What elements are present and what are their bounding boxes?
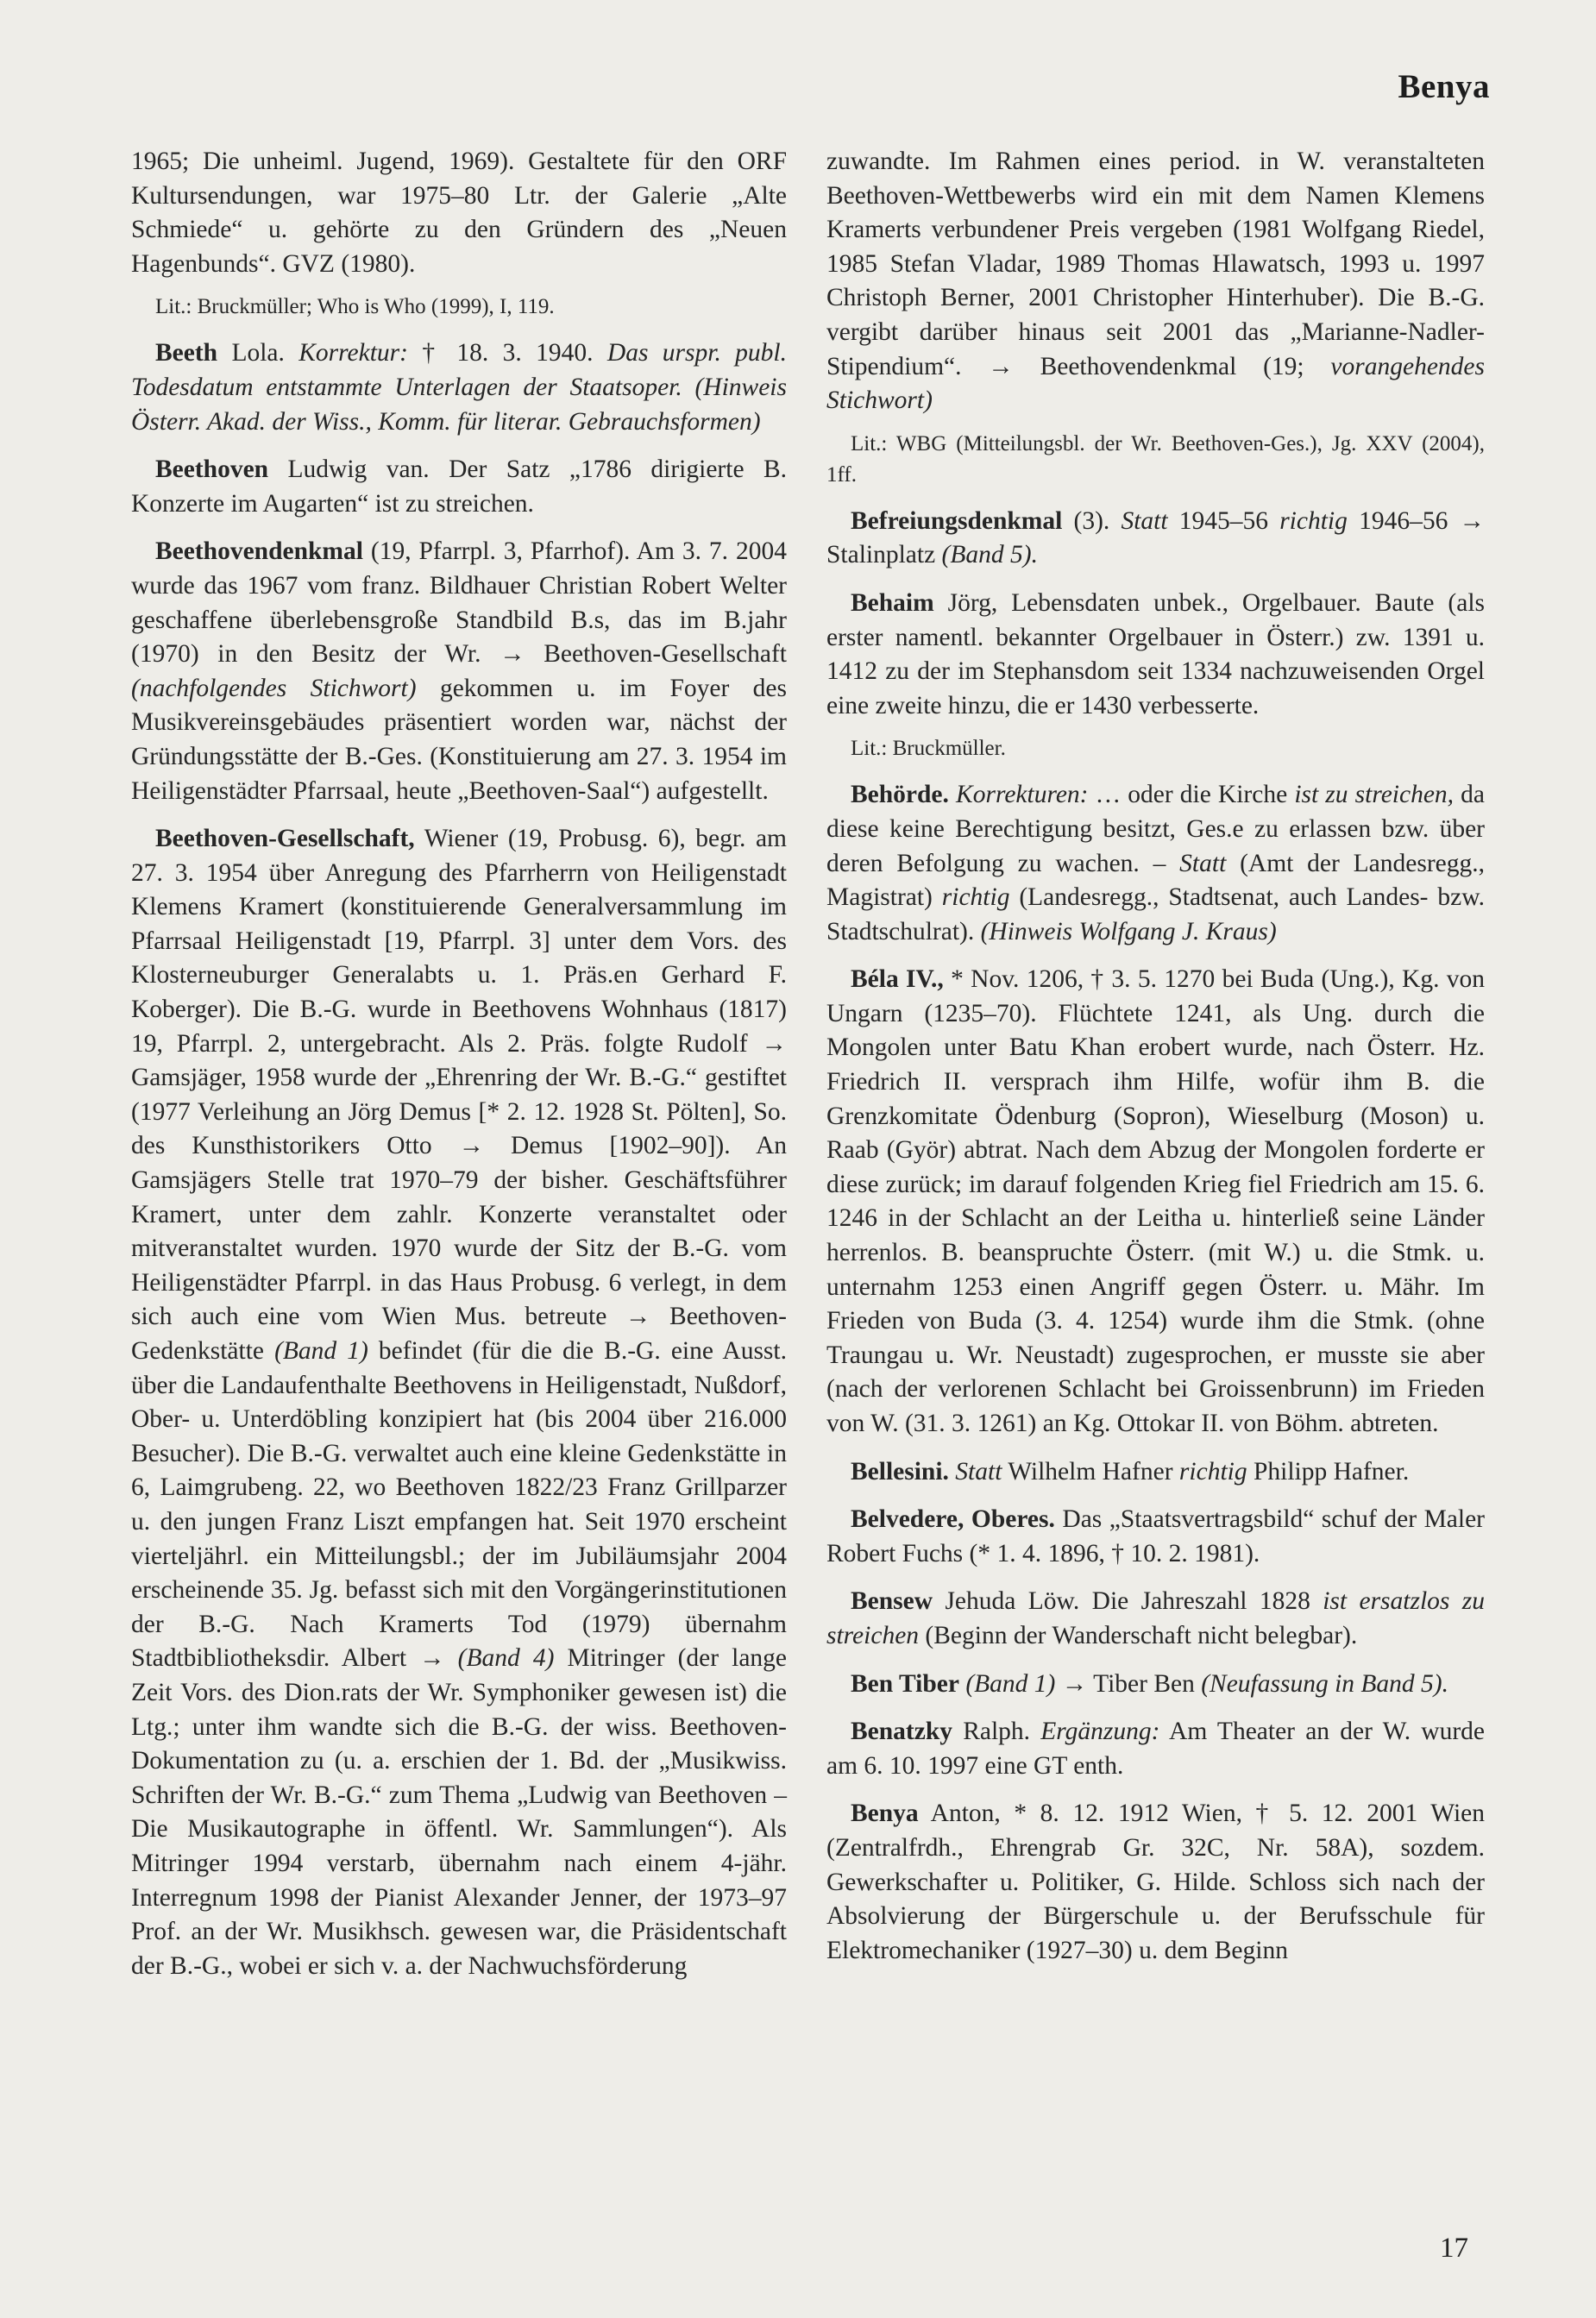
entry-continuation: 1965; Die unheiml. Jugend, 1969). Gestaltete für den ORF Kultursendungen, war 1975–80 Ltr. der Galerie „Alte Schmiede“ u. gehörte zu den Gründern des „Neuen Hagenbunds“. GVZ (1980).	[131, 148, 787, 278]
entry-ben-tiber: Ben Tiber (Band 1) → Tiber Ben (Neufassung in Band 5).	[851, 1669, 1449, 1698]
lemma: Benya	[851, 1800, 919, 1828]
literature-reference: Lit.: Bruckmüller.	[851, 737, 1006, 761]
entry-belvedere-oberes: Belvedere, Oberes. Das „Staatsvertragsbild“ schuf der Maler Robert Fuchs (* 1. 4. 1896, † 10. 2. 1981).	[826, 1505, 1486, 1567]
entry-beethoven: Beethoven Ludwig van. Der Satz „1786 dirigierte B. Konzerte im Augarten“ ist zu streichen.	[131, 455, 787, 518]
entry-beethoven-gesellschaft: Beethoven-Gesellschaft, Wiener (19, Probusg. 6), begr. am 27. 3. 1954 über Anregung des Pfarrherrn von Heiligenstadt Klemens Kramert (konstituierende Generalversammlung im Pfarrsaal Heiligenstadt [19, Pfarrpl. 3] unter dem Vors. des Klosterneuburger Generalabts u. 1. Präs.en Gerhard F. Koberger). Die B.-G. wurde in Beethovens Wohnhaus (1817) 19, Pfarrpl. 2, untergebracht. Als 2. Präs. folgte Rudolf → Gamsjäger, 1958 wurde der „Ehrenring der Wr. B.-G.“ gestiftet (1977 Verleihung an Jörg Demus [* 2. 12. 1928 St. Pölten], So. des Kunsthistorikers Otto → Demus [1902–90]). An Gamsjägers Stelle trat 1970–79 der bisher. Geschäftsführer Kramert, unter dem zahlr. Konzerte veranstaltet oder mitveranstaltet wurden. 1970 wurde der Sitz der B.-G. vom Heiligenstädter Pfarrpl. in das Haus Probusg. 6 verlegt, in dem sich auch eine vom Wien Mus. betreute → Beethoven-Gedenkstätte (Band 1) befindet (für die die B.-G. eine Ausst. über die Landaufenthalte Beethovens in Heiligenstadt, Nußdorf, Ober- u. Unterdöbling konzipiert hat (bis 2004 über 216.000 Besucher). Die B.-G. verwaltet auch eine kleine Gedenkstätte in 6, Laimgrubeng. 22, wo Beethoven 1822/23 Franz Grillparzer u. den jungen Franz Liszt empfangen hat. Seit 1970 erscheint vierteljährl. ein Mitteilungsbl.; der im Jubiläumsjahr 2004 erscheinende 35. Jg. befasst sich mit den Vorgängerinstitutionen der B.-G. Nach Kramerts Tod (1979) übernahm Stadtbibliotheksdir. Albert → (Band 4) Mitringer (der lange Zeit Vors. des Dion.rats der Wr. Symphoniker gewesen ist) die Ltg.; unter ihm wandte sich die B.-G. der wiss. Beethoven-Dokumentation zu (u. a. erschien der 1. Bd. der „Musikwiss. Schriften der Wr. B.-G.“ zum Thema „Ludwig van Beethoven – Die Musikautographe in öffentl. Wr. Sammlungen“). Als Mitringer 1994 verstarb, übernahm nach einem 4-jähr. Interregnum 1998 der Pianist Alexander Jenner, der 1973–97 Prof. an der Wr. Musikhsch. gewesen war, die Präsidentschaft der B.-G., wobei er sich v. a. der Nachwuchsförderung	[131, 825, 788, 1980]
lemma: Béla IV.,	[851, 965, 944, 994]
lemma: Ben Tiber	[851, 1669, 959, 1698]
lemma: Beethoven	[155, 455, 269, 484]
lemma: Belvedere, Oberes.	[851, 1505, 1055, 1534]
page-number: 17	[1440, 2233, 1468, 2264]
entry-befreiungsdenkmal: Befreiungsdenkmal (3). Statt 1945–56 richtig 1946–56 → Stalinplatz (Band 5).	[826, 506, 1485, 569]
lemma: Beethovendenkmal	[155, 537, 363, 566]
left-column	[131, 145, 787, 1997]
running-head: Benya	[1398, 68, 1490, 105]
entry-beethovendenkmal: Beethovendenkmal (19, Pfarrpl. 3, Pfarrhof). Am 3. 7. 2004 wurde das 1967 vom franz. Bildhauer Christian Robert Welter geschaffene überlebensgroße Standbild B.s, das im B.jahr (1970) in den Besitz der Wr. → Beethoven-Gesellschaft (nachfolgendes Stichwort) gekommen u. im Foyer des Musikvereinsgebäudes präsentiert worden war, nächst der Gründungsstätte der B.-Ges. (Konstituierung am 27. 3. 1954 im Heiligenstädter Pfarrsaal, heute „Beethoven-Saal“) aufgestellt.	[131, 537, 788, 805]
right-column	[826, 145, 1485, 1982]
lemma: Bensew	[851, 1587, 933, 1616]
entry-beeth: Beeth Lola. Korrektur: † 18. 3. 1940. Das urspr. publ. Todesdatum entstammte Unterlagen der Staatsoper. (Hinweis Österr. Akad. der Wiss., Komm. für literar. Gebrauchsformen)	[131, 339, 788, 436]
literature-reference: Lit.: WBG (Mitteilungsbl. der Wr. Beethoven-Ges.), Jg. XXV (2004), 1ff.	[826, 431, 1485, 487]
lemma: Behaim	[851, 588, 934, 617]
entry-bensew: Bensew Jehuda Löw. Die Jahreszahl 1828 ist ersatzlos zu streichen (Beginn der Wanderschaft nicht belegbar).	[826, 1587, 1485, 1649]
entry-benatzky: Benatzky Ralph. Ergänzung: Am Theater an der W. wurde am 6. 10. 1997 eine GT enth.	[826, 1718, 1485, 1780]
lemma: Beeth	[155, 339, 218, 367]
entry-benya: Benya Anton, * 8. 12. 1912 Wien, † 5. 12. 2001 Wien (Zentralfrdh., Ehrengrab Gr. 32C, Nr. 58A), sozdem. Gewerkschafter u. Politiker, G. Hilde. Schloss sich nach der Absolvierung der Bürgerschule u. der Berufsschule für Elektromechaniker (1927–30) u. dem Beginn	[826, 1800, 1485, 1964]
entry-bela-iv: Béla IV., * Nov. 1206, † 3. 5. 1270 bei Buda (Ung.), Kg. von Ungarn (1235–70). Flüchtete 1241, als Ung. durch die Mongolen unter Batu Khan erobert wurde, nach Österr. Hz. Friedrich II. versprach ihm Hilfe, wofür ihm B. die Grenzkomitate Ödenburg (Sopron), Wieselburg (Moson) u. Raab (Györ) abtrat. Nach dem Abzug der Mongolen forderte er diese zurück; im darauf folgenden Krieg fiel Friedrich am 15. 6. 1246 in der Schlacht an der Leitha u. hinterließ seine Länder herrenlos. B. beanspruchte Österr. (mit W.) u. die Stmk. u. unternahm 1253 einen Angriff gegen Österr. u. Mähr. Im Frieden von Buda (3. 4. 1254) wurde ihm die Stmk. (ohne Traungau u. Wr. Neustadt) zugesprochen, er musste sie aber (nach der verlorenen Schlacht bei Groissenbrunn) im Frieden von W. (31. 3. 1261) an Kg. Ottokar II. von Böhm. abtreten.	[826, 965, 1486, 1437]
lemma: Befreiungsdenkmal	[851, 506, 1063, 535]
entry-continuation: zuwandte. Im Rahmen eines period. in W. veranstalteten Beethoven-Wettbewerbs wird ein mit dem Namen Klemens Kramerts verbundener Preis vergeben (1981 Wolfgang Riedel, 1985 Stefan Vladar, 1989 Thomas Hlawatsch, 1993 u. 1997 Christoph Berner, 2001 Christopher Hinterhuber). Die B.-G. vergibt darüber hinaus seit 2001 das „Marianne-Nadler-Stipendium“. → Beethovendenkmal (19; vorangehendes Stichwort)	[826, 148, 1485, 415]
entry-behaim: Behaim Jörg, Lebensdaten unbek., Orgelbauer. Baute (als erster namentl. bekannter Orgelbauer in Österr.) zw. 1391 u. 1412 zu der im Stephansdom seit 1334 nachzuweisenden Orgel eine zweite hinzu, die er 1430 verbesserte.	[826, 588, 1485, 719]
lemma: Beethoven-Gesellschaft,	[155, 825, 415, 853]
lemma: Behörde.	[851, 781, 949, 809]
entry-bellesini: Bellesini. Statt Wilhelm Hafner richtig Philipp Hafner.	[851, 1457, 1410, 1486]
literature-reference: Lit.: Bruckmüller; Who is Who (1999), I, 119.	[155, 295, 555, 319]
lemma: Benatzky	[851, 1718, 952, 1746]
lemma: Bellesini.	[851, 1457, 949, 1486]
entry-behoerde: Behörde. Korrekturen: … oder die Kirche ist zu streichen, da diese keine Berechtigung besitzt, Ges.e zu erlassen bzw. über deren Befolgung zu wachen. – Statt (Amt der Landesregg., Magistrat) richtig (Landesregg., Stadtsenat, auch Landes- bzw. Stadtschulrat). (Hinweis Wolfgang J. Kraus)	[826, 781, 1486, 945]
